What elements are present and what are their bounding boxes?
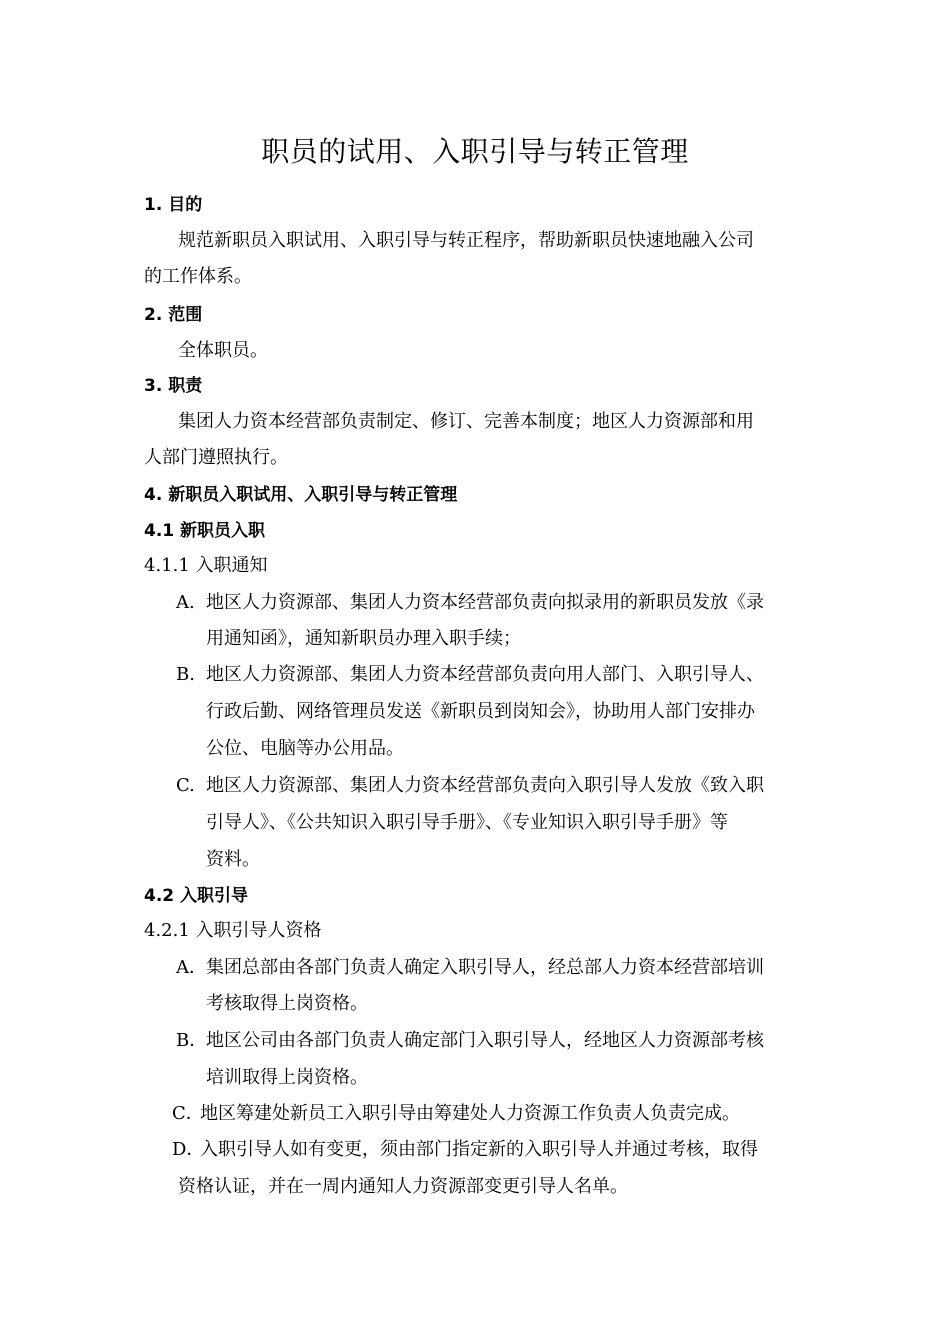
list-item-line: 集团总部由各部门负责人确定入职引导人，经总部人力资本经营部培训 [206, 957, 764, 978]
paragraph-line: 全体职员。 [178, 340, 268, 361]
list-item-line: 入职引导人如有变更，须由部门指定新的入职引导人并通过考核，取得 [200, 1139, 758, 1160]
list-item-line: 地区筹建处新员工入职引导由筹建处人力资源工作负责人负责完成。 [200, 1103, 740, 1124]
paragraph-line: 规范新职员入职试用、入职引导与转正程序，帮助新职员快速地融入公司 [178, 230, 754, 251]
list-item-line: 用通知函》，通知新职员办理入职手续； [206, 628, 521, 649]
list-item-line: 考核取得上岗资格。 [206, 993, 368, 1014]
paragraph-line: 的工作体系。 [144, 266, 252, 287]
section-heading-purpose: 1. 目的 [144, 195, 203, 215]
subsection-heading-guidance: 4.2 入职引导 [144, 886, 249, 906]
document-title: 职员的试用、入职引导与转正管理 [261, 135, 689, 168]
subsection-heading-onboarding: 4.1 新职员入职 [144, 521, 266, 541]
list-item-line: 行政后勤、网络管理员发送《新职员到岗知会》，协助用人部门安排办 [206, 701, 755, 722]
list-item-line: 地区人力资源部、集团人力资本经营部负责向入职引导人发放《致入职 [206, 775, 764, 796]
section-heading-duties: 3. 职责 [144, 376, 203, 396]
section-heading-management: 4. 新职员入职试用、入职引导与转正管理 [144, 485, 458, 505]
paragraph-line: 人部门遵照执行。 [144, 447, 288, 468]
list-item-line: 培训取得上岗资格。 [206, 1067, 368, 1088]
list-marker: C． [172, 1103, 204, 1124]
list-marker: A. [176, 592, 195, 613]
list-item-line: 地区人力资源部、集团人力资本经营部负责向拟录用的新职员发放《录 [206, 592, 764, 613]
list-item-line: 公位、电脑等办公用品。 [206, 738, 404, 759]
list-marker: D． [172, 1139, 205, 1160]
list-item-line: 地区公司由各部门负责人确定部门入职引导人，经地区人力资源部考核 [206, 1030, 764, 1051]
section-heading-scope: 2. 范围 [144, 305, 203, 325]
list-marker: B． [176, 1030, 208, 1051]
list-item-line: 引导人》、《公共知识入职引导手册》、《专业知识入职引导手册》等 [206, 812, 728, 833]
list-marker: C. [176, 775, 195, 796]
list-marker: B. [176, 664, 195, 685]
list-item-line: 资格认证，并在一周内通知人力资源部变更引导人名单。 [178, 1176, 628, 1197]
list-item-line: 资料。 [206, 849, 260, 870]
subsubsection-heading: 4.2.1 入职引导人资格 [144, 920, 322, 941]
subsubsection-heading: 4.1.1 入职通知 [144, 555, 268, 576]
list-item-line: 地区人力资源部、集团人力资本经营部负责向用人部门、入职引导人、 [206, 664, 764, 685]
paragraph-line: 集团人力资本经营部负责制定、修订、完善本制度；地区人力资源部和用 [178, 411, 754, 432]
list-marker: A． [176, 957, 207, 978]
